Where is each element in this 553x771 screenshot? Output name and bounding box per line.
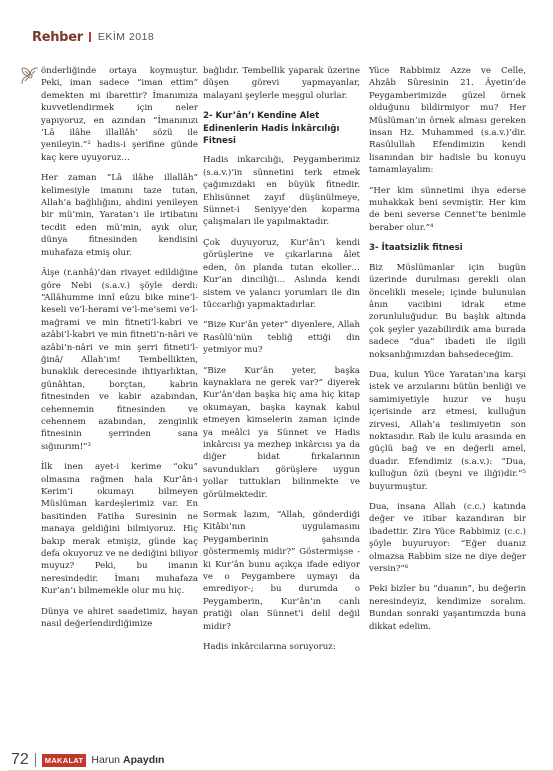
hadith-quote: “Her kim sünnetimi ihya ederse muhakkak beni sevmiştir. Her kim de beni severse Cennet’te benimle beraber olur.”⁴ <box>369 185 526 233</box>
section-heading: 2- Kur’ân’ı Kendine Alet Edinenlerin Hadis İnkârcılığı Fitnesi <box>203 111 340 147</box>
paragraph: Yüce Rabbimiz Azze ve Celle, Ahzâb Sûresinin 21. Âyetin’de Peygamberimizde güzel örnek olduğunu bildirmiyor mu? Her Müslüman’ın örnek alması gereken insan Hz. Muhammed (s.a.v.)’dir. Rasûlullah Efendimizin kendi lisanından bir hadisle bu konuyu tamamlayalım: <box>369 66 526 176</box>
floral-corner-ornament-icon <box>19 65 41 89</box>
author-first-name: Harun <box>91 754 121 766</box>
page-header <box>32 30 154 44</box>
paragraph: Âişe (r.anhâ)’dan rivayet edildiğine göre Nebi (s.a.v.) şöyle derdi: “Allâhumme innî eûzu bike mine’l-keseli ve’l-herami ve’l-me’semi ve’l-mağrami ve min fitneti’l-kabri ve azâbi’l-kabri ve min fitneti’n-nâri ve azâbi’n-nâri ve min şerri fitneti’l-ğinâ/ Allah’ım! Tembellikten, bunaklık derecesinde ihtiyarlıktan, günâhtan, borçtan, kabrin fitnesinden ve kabir azabından, cehennemin fitnesinden ve cehennem azabından, zenginlik fitnesinin şerrinden sana sığınırım!”³ <box>41 268 198 452</box>
paragraph: Her zaman “Lâ ilâhe illallâh” kelimesiyle imanını taze tutan, Allah’a bağlılığını, ahdini yenileyen bir mü’min, Yaratan’ı ile irtibatını tecdit eden mü’min, ayık olur, dünya fitnesinden kendisini muhafaza etmiş olur. <box>41 173 198 258</box>
paragraph: Biz Müslümanlar için bugün üzerinde durulması gerekli olan öncelikli mesele; içinde bulunulan ânın vacibini idrak etme zorunluluğudur. Bu başlık altında çok şeyler yazabilirdik ama burada sadece “dua” ibadeti ile ilgili noksanlığımızdan bahsedeceğim. <box>369 262 526 360</box>
article-column-2 <box>203 65 360 661</box>
header-divider <box>89 32 91 42</box>
article-column-1 <box>41 65 198 638</box>
paragraph: Peki bizler bu “duanın”, bu değerin neresindeyiz, kendimize soralım. Bundan sonraki yaşantımızda buna dikkat edelim. <box>369 584 526 632</box>
paragraph: Hadis inkârcılarına soruyoruz: <box>203 642 336 653</box>
footer-divider <box>35 753 36 767</box>
paragraph: Hadis inkarcılığı, Peygamberimiz (s.a.v.)’in sünnetini terk etmek çağımızdaki en büyük fitnedir. Ehlisünnet zayıf düşünülmeye, Sünnet-i Seniyye’den koparma çalışmaları ile yapılmaktadır. <box>203 155 360 228</box>
paragraph: Dua, kulun Yüce Yaratan’ına karşı istek ve arzularını bütün benliği ve samimiyetiyle huzur ve huşu içerisinde arz etmesi, kulluğun zirvesi, Allah’a teslimiyetin son noktasıdır. Rab ile kulu arasında en güçlü bağ ve en değerli amel, duadır. Efendimiz (s.a.v.): “Dua, kulluğun özü (beyni ve iliği)dir.”⁵ buyurmuştur. <box>369 369 526 492</box>
issue-date: EKİM 2018 <box>97 31 155 43</box>
page-footer <box>11 751 164 769</box>
paragraph: Çok duyuyoruz, Kur’ân’ı kendi görüşlerine ve çıkarlarına âlet eden, ön planda tutan ekoller… Kur’an dinciliği… Aslında kendi sistem ve yalancı yorumları ile din tüccarlığı yapmaktadırlar. <box>203 237 360 310</box>
paragraph: “Bize Kur’ân yeter” diyenlere, Allah Rasûlü’nün tebliğ ettiği din yetmiyor mu? <box>203 320 360 356</box>
article-column-3 <box>369 65 526 641</box>
paragraph: İlk inen ayet-i kerime “oku” olmasına rağmen hala Kur’ân-ı Kerim’i okumayı bilmeyen Müslüman kardeşlerimiz var. En basitinden Fatiha Suresinin ne manaya geldiğini bilmiyoruz. Hiç bakıp merak etmişiz, günde kaç defa okuyoruz ve ne dediğini biliyor muyuz? Peki, bu imanın neresindedir. İmanı muhafaza Kur’an’ı bilmemekle olur mu hiç. <box>41 462 198 597</box>
paragraph: Dünya ve ahiret saadetimiz, hayan nasıl değerlendirdiğimize <box>41 606 198 630</box>
paragraph: önderliğinde ortaya koymuştur. Peki, iman sadece “iman ettim” demekten mi ibarettir? İmanımıza kuvvetlendirmek için neler yapıyoruz, en azından “İmanınızı ‘Lâ ilâhe illallâh’ sözü ile yenileyin.”² hadis-i şerifine günde kaç kere uyuyoruz… <box>41 66 198 163</box>
section-heading: 3- İtaatsizlik fitnesi <box>369 243 463 254</box>
paragraph: Dua, insana Allah (c.c.) katında değer ve itibar kazandıran bir ibadettir. Zira Yüce Rabbimiz (c.c.) şöyle buyuruyor: “Eğer duanız olmazsa Rabbim size ne diye değer versin?”⁶ <box>369 502 526 575</box>
paragraph: Sormak lazım, “Allah, gönderdiği Kitâbı’nın uygulamasını Peygamberinin şahsında göstermemiş midir?” Göstermişse -ki Kur’ân bunu açıkça ifade ediyor ve o Peygambere uymayı da emrediyor-; bu durumda o Peygamberin, Kur’ân’ın canlı pratiği olan Sünnet’i delil değil midir? <box>203 510 360 632</box>
author-last-name: Apaydın <box>123 754 165 766</box>
paragraph: “Bize Kur’ân yeter, başka kaynaklara ne gerek var?” diyerek Kur’ân’dan başka hiç ama hiç kitap okumayan, başka kaynak kabul etmeyen kimselerin zaman içinde ya meâlci ya Sünnet ve Hadis inkârcısı ya mezhep inkârcısı ya da diğer bidat fırkalarının savundukları görüşlere uygun yollar tuttukları bilinmekte ve görülmektedir. <box>203 365 360 500</box>
section-tag: MAKALAT <box>42 754 87 767</box>
paragraph: bağlıdır. Tembellik yaparak üzerine düşen görevi yapmayanlar, malayani şeylerle meşgul olurlar. <box>203 66 360 101</box>
page-number: 72 <box>11 751 29 768</box>
magazine-brand: Rehber <box>32 29 83 45</box>
